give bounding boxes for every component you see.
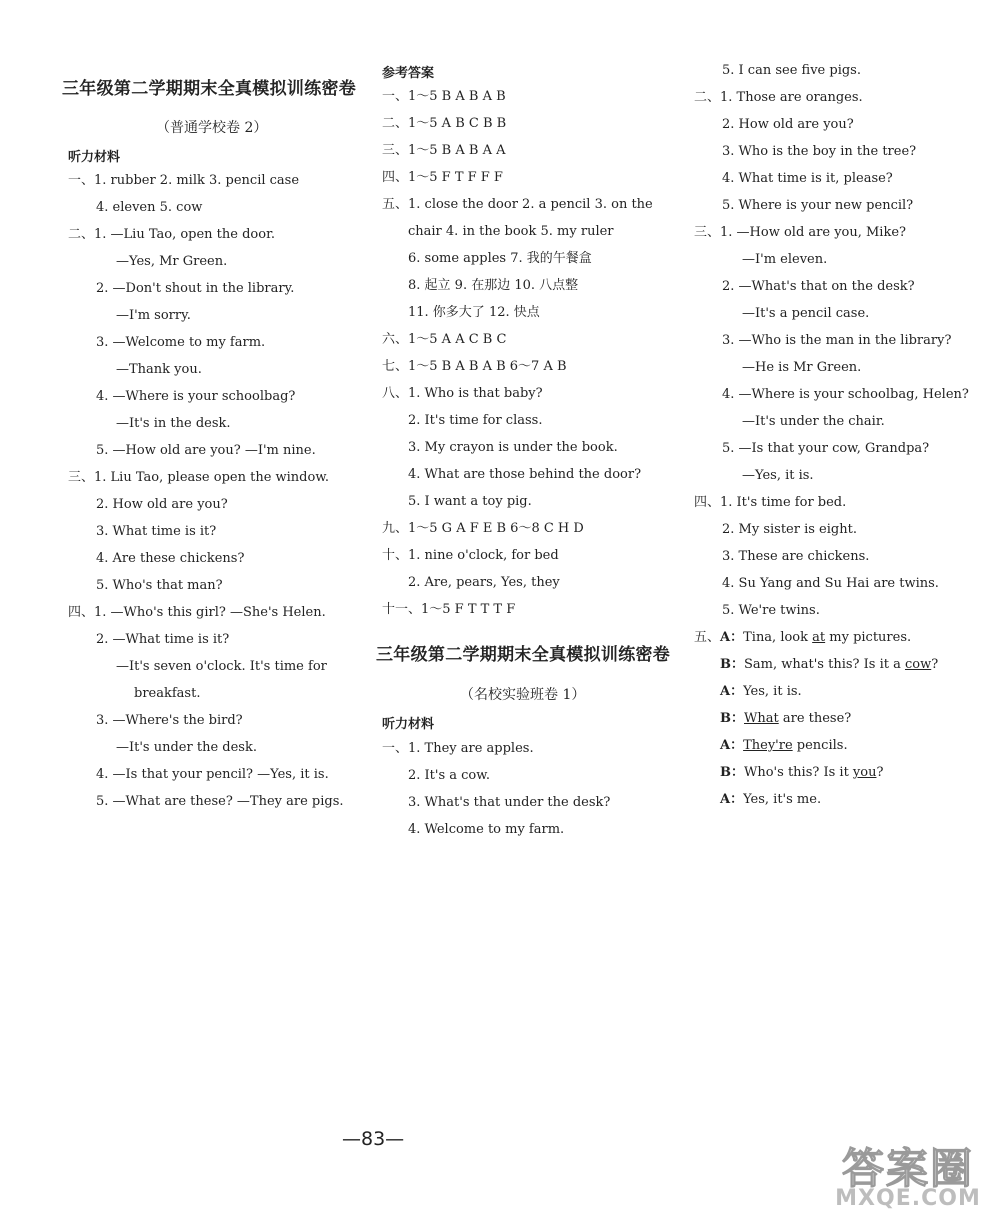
text-line: 4. —Where is your schoolbag? — [96, 389, 296, 404]
text-line: 4. What time is it, please? — [722, 171, 893, 186]
text-line: —It's under the chair. — [742, 414, 885, 429]
section-heading: 听力材料 — [68, 150, 121, 165]
text-line: —It's in the desk. — [116, 416, 231, 431]
dialogue-text: Yes, it is. — [743, 684, 802, 699]
watermark-text: 答案圈 — [841, 1144, 974, 1193]
dialogue-line — [720, 657, 938, 673]
text-line: 四、1. It's time for bed. — [694, 495, 847, 510]
text-line: 6. some apples 7. 我的午餐盒 — [408, 251, 592, 266]
text-line: 4. —Where is your schoolbag, Helen? — [722, 387, 969, 402]
text-line: 5. We're twins. — [722, 603, 820, 618]
text-line: 2. —What time is it? — [96, 632, 230, 647]
text-line: 2. It's a cow. — [408, 768, 490, 783]
text-line: 3. These are chickens. — [722, 549, 870, 564]
text-line: 九、1～5 G A F E B 6～8 C H D — [382, 521, 584, 536]
text-line: 3. What's that under the desk? — [408, 795, 611, 810]
text-line: 一、1. rubber 2. milk 3. pencil case — [68, 173, 300, 188]
text-line: 二、1～5 A B C B B — [382, 116, 507, 131]
exam-title-2: 三年级第二学期期末全真模拟训练密卷 — [376, 645, 671, 665]
text-line: 八、1. Who is that baby? — [382, 386, 543, 401]
text-line: 11. 你多大了 12. 快点 — [408, 305, 540, 320]
text-line: 二、1. —Liu Tao, open the door. — [68, 227, 275, 242]
text-line: —I'm sorry. — [116, 308, 191, 323]
text-line: 五、1. close the door 2. a pencil 3. on the — [382, 197, 653, 212]
text-line: 4. Are these chickens? — [96, 551, 245, 566]
text-line: 3. What time is it? — [96, 524, 217, 539]
text-line: 3. Who is the boy in the tree? — [722, 144, 917, 159]
text-line: —Thank you. — [116, 362, 202, 377]
dialogue-line — [694, 630, 911, 646]
text-line: —He is Mr Green. — [742, 360, 862, 375]
dialogue-line — [720, 711, 851, 727]
speaker-label: A： — [720, 792, 744, 807]
text-line: 2. It's time for class. — [408, 413, 543, 428]
text-line: 四、1～5 F T F F F — [382, 170, 503, 185]
text-line: 十、1. nine o'clock, for bed — [382, 548, 559, 563]
exam-subtitle: （普通学校卷 2） — [156, 120, 268, 136]
text-line: 5. Where is your new pencil? — [722, 198, 914, 213]
text-line: 5. Who's that man? — [96, 578, 223, 593]
text-line: 四、1. —Who's this girl? —She's Helen. — [68, 605, 326, 620]
speaker-label: B： — [720, 711, 744, 726]
dialogue-text: Yes, it's me. — [743, 792, 822, 807]
text-line: 2. How old are you? — [96, 497, 228, 512]
exam-subtitle-2: （名校实验班卷 1） — [460, 687, 586, 703]
text-line: 3. —Welcome to my farm. — [96, 335, 266, 350]
speaker-label: B： — [720, 765, 744, 780]
text-line: chair 4. in the book 5. my ruler — [408, 224, 614, 239]
dialogue-text: pencils. — [792, 738, 848, 753]
text-line: 4. —Is that your pencil? —Yes, it is. — [96, 767, 329, 782]
filled-answer: at — [812, 630, 826, 645]
text-line: 3. —Where's the bird? — [96, 713, 243, 728]
text-line: —I'm eleven. — [742, 252, 828, 267]
text-line: 2. How old are you? — [722, 117, 854, 132]
text-line: 3. —Who is the man in the library? — [722, 333, 952, 348]
text-line: 十一、1～5 F T T T F — [382, 602, 516, 617]
text-line: 一、1～5 B A B A B — [382, 89, 506, 104]
text-line: 三、1～5 B A B A A — [382, 143, 506, 158]
dialogue-text: my pictures. — [825, 630, 912, 645]
page-number: —83— — [342, 1128, 405, 1150]
exam-title: 三年级第二学期期末全真模拟训练密卷 — [62, 79, 357, 99]
text-line: 3. My crayon is under the book. — [408, 440, 618, 455]
text-line: —It's seven o'clock. It's time for — [116, 659, 327, 674]
text-line: 5. I want a toy pig. — [408, 494, 532, 509]
speaker-label: B： — [720, 657, 744, 672]
filled-answer: What — [744, 711, 779, 726]
text-line: 2. Are, pears, Yes, they — [408, 575, 560, 590]
text-line: 2. —What's that on the desk? — [722, 279, 915, 294]
text-line: 三、1. —How old are you, Mike? — [694, 225, 907, 240]
text-line: 5. I can see five pigs. — [722, 63, 861, 78]
text-line: —It's a pencil case. — [742, 306, 870, 321]
speaker-label: A： — [720, 684, 744, 699]
text-line: —It's under the desk. — [116, 740, 257, 755]
filled-answer: They're — [743, 738, 793, 753]
dialogue-text: are these? — [778, 711, 852, 726]
answers-heading: 参考答案 — [382, 66, 435, 81]
speaker-label: A： — [720, 738, 744, 753]
text-line: 4. Su Yang and Su Hai are twins. — [722, 576, 939, 591]
text-line: 2. —Don't shout in the library. — [96, 281, 295, 296]
dialogue-line — [720, 684, 802, 700]
dialogue-text: Tina, look — [743, 630, 813, 645]
text-line: 8. 起立 9. 在那边 10. 八点整 — [408, 278, 579, 293]
filled-answer: you — [852, 765, 877, 780]
filled-answer: cow — [904, 657, 932, 672]
dialogue-text: ? — [931, 657, 939, 672]
dialogue-line — [720, 765, 883, 781]
text-line: 七、1～5 B A B A B 6～7 A B — [382, 359, 567, 374]
dialogue-line — [720, 738, 848, 754]
text-line: —Yes, Mr Green. — [116, 254, 228, 269]
dialogue-text: Sam, what's this? Is it a — [744, 657, 905, 672]
text-line: 二、1. Those are oranges. — [694, 90, 863, 105]
section-number: 五、 — [694, 630, 721, 645]
watermark-logo — [824, 1134, 992, 1216]
speaker-label: A： — [720, 630, 744, 645]
text-line: breakfast. — [134, 686, 201, 701]
dialogue-line — [720, 792, 821, 808]
dialogue-text: Who's this? Is it — [744, 765, 853, 780]
text-line: 4. What are those behind the door? — [408, 467, 642, 482]
text-line: 5. —Is that your cow, Grandpa? — [722, 441, 930, 456]
text-line: 六、1～5 A A C B C — [382, 332, 507, 347]
section-heading-2: 听力材料 — [382, 717, 435, 732]
text-line: 5. —What are these? —They are pigs. — [96, 794, 344, 809]
text-line: 2. My sister is eight. — [722, 522, 857, 537]
text-line: 一、1. They are apples. — [382, 741, 534, 756]
watermark-url: MXQE.COM — [835, 1186, 981, 1211]
text-line: —Yes, it is. — [742, 468, 814, 483]
dialogue-text: ? — [876, 765, 884, 780]
text-line: 5. —How old are you? —I'm nine. — [96, 443, 316, 458]
text-line: 三、1. Liu Tao, please open the window. — [68, 470, 330, 485]
text-line: 4. Welcome to my farm. — [408, 822, 565, 837]
text-line: 4. eleven 5. cow — [96, 200, 203, 215]
